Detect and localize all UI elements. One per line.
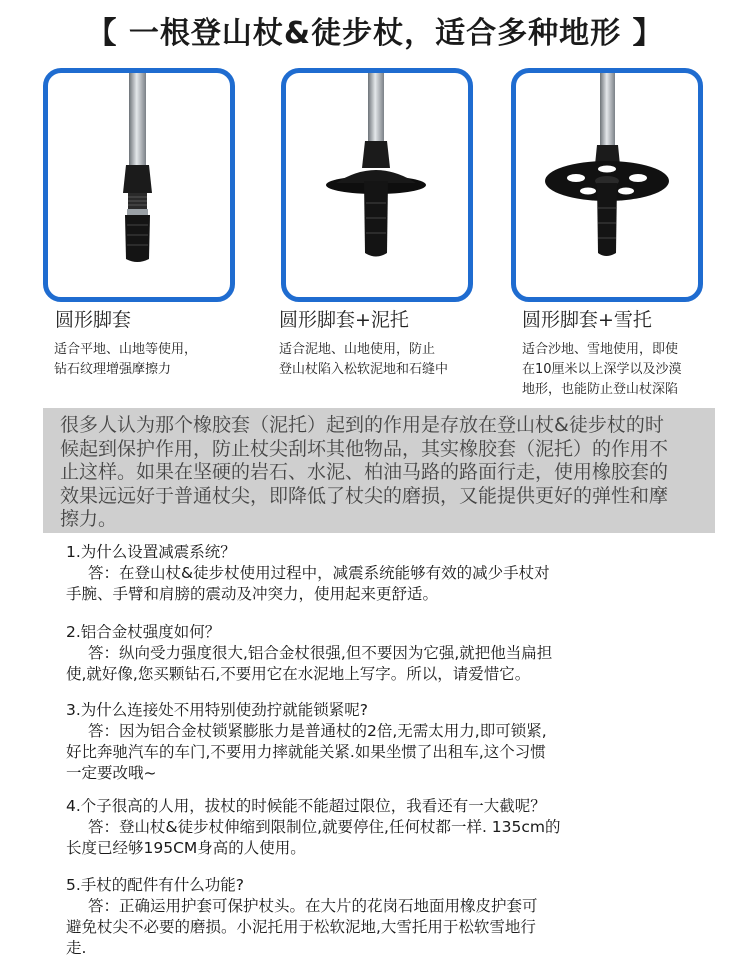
desc-snow-basket [522,340,682,400]
product-image-snow-basket [511,68,703,302]
faq-item-1 [66,542,706,605]
faq-question: 3.为什么连接处不用特别使劲拧就能锁紧呢? [66,701,369,719]
faq-answer-line: 避免杖尖不必要的磨损。小泥托用于松软泥地,大雪托用于松软雪地行 [66,918,536,936]
desc-line: 钻石纹理增强摩擦力 [54,362,172,377]
faq-item-3 [66,700,706,784]
faq-answer-line: 走. [66,939,87,957]
intro-text [60,414,710,532]
intro-line: 止这样。如果在坚硬的岩石、水泥、柏油马路的路面行走，使用橡胶套的 [60,461,669,483]
faq-answer-line: 使,就好像,您买颗钻石,不要用它在水泥地上写字。所以，请爱惜它。 [66,665,531,683]
faq-item-4 [66,796,706,859]
faq-question: 1.为什么设置减震系统？ [66,543,236,561]
faq-answer-line: 答：纵向受力强度很大,铝合金杖很强,但不要因为它强,就把他当扁担 [88,644,553,662]
faq-answer-line: 长度已经够195CM身高的人使用。 [66,839,306,857]
desc-round-tip [54,340,197,380]
desc-line: 登山杖陷入松软泥地和石缝中 [279,362,449,377]
desc-line: 在10厘米以上深学以及沙漠 [522,362,682,377]
faq-answer-line: 一定要改哦~ [66,764,157,782]
caption-round-tip: 圆形脚套 [55,309,132,331]
caption-snow-basket: 圆形脚套+雪托 [522,309,652,331]
product-image-round-tip [43,68,235,302]
caption-mud-basket: 圆形脚套+泥托 [279,309,409,331]
page-title: 【 一根登山杖&徒步杖，适合多种地形 】 [86,16,664,51]
faq-question: 4.个子很高的人用，拔杖的时候能不能超过限位，我看还有一大截呢？ [66,797,546,815]
desc-line: 适合沙地、雪地使用，即使 [522,342,679,357]
intro-line: 候起到保护作用，防止杖尖刮坏其他物品，其实橡胶套（泥托）的作用不 [60,437,669,460]
desc-line: 适合平地、山地等使用， [54,342,198,357]
desc-line: 适合泥地、山地使用，防止 [279,342,436,357]
product-image-mud-basket [281,68,473,302]
faq-item-5 [66,875,706,959]
faq-answer-line: 答：登山杖&徒步杖伸缩到限制位,就要停住,任何杖都一样. 135cm的 [88,818,561,836]
faq-answer-line: 答：正确运用护套可保护杖头。在大片的花岗石地面用橡皮护套可 [88,897,538,915]
faq-answer-line: 好比奔驰汽车的车门,不要用力摔就能关紧.如果坐惯了出租车,这个习惯 [66,743,546,761]
intro-line: 很多人认为那个橡胶套（泥托）起到的作用是存放在登山杖&徒步杖的时 [60,414,664,436]
faq-answer-line: 答：因为铝合金杖锁紧膨胀力是普通杖的2倍,无需太用力,即可锁紧, [88,722,547,740]
faq-question: 2.铝合金杖强度如何？ [66,623,221,641]
faq-answer-line: 手腕、手臂和肩膀的震动及冲突力，使用起来更舒适。 [66,585,439,603]
intro-line: 效果远远好于普通杖尖，即降低了杖尖的磨损，又能提供更好的弹性和摩 [60,484,669,507]
intro-line: 擦力。 [60,508,118,530]
faq-item-2 [66,622,706,685]
faq-answer-line: 答：在登山杖&徒步杖使用过程中，减震系统能够有效的减少手杖对 [88,564,550,582]
desc-line: 地形，也能防止登山杖深陷 [522,382,679,397]
faq-question: 5.手杖的配件有什么功能? [66,876,245,894]
desc-mud-basket [279,340,448,380]
